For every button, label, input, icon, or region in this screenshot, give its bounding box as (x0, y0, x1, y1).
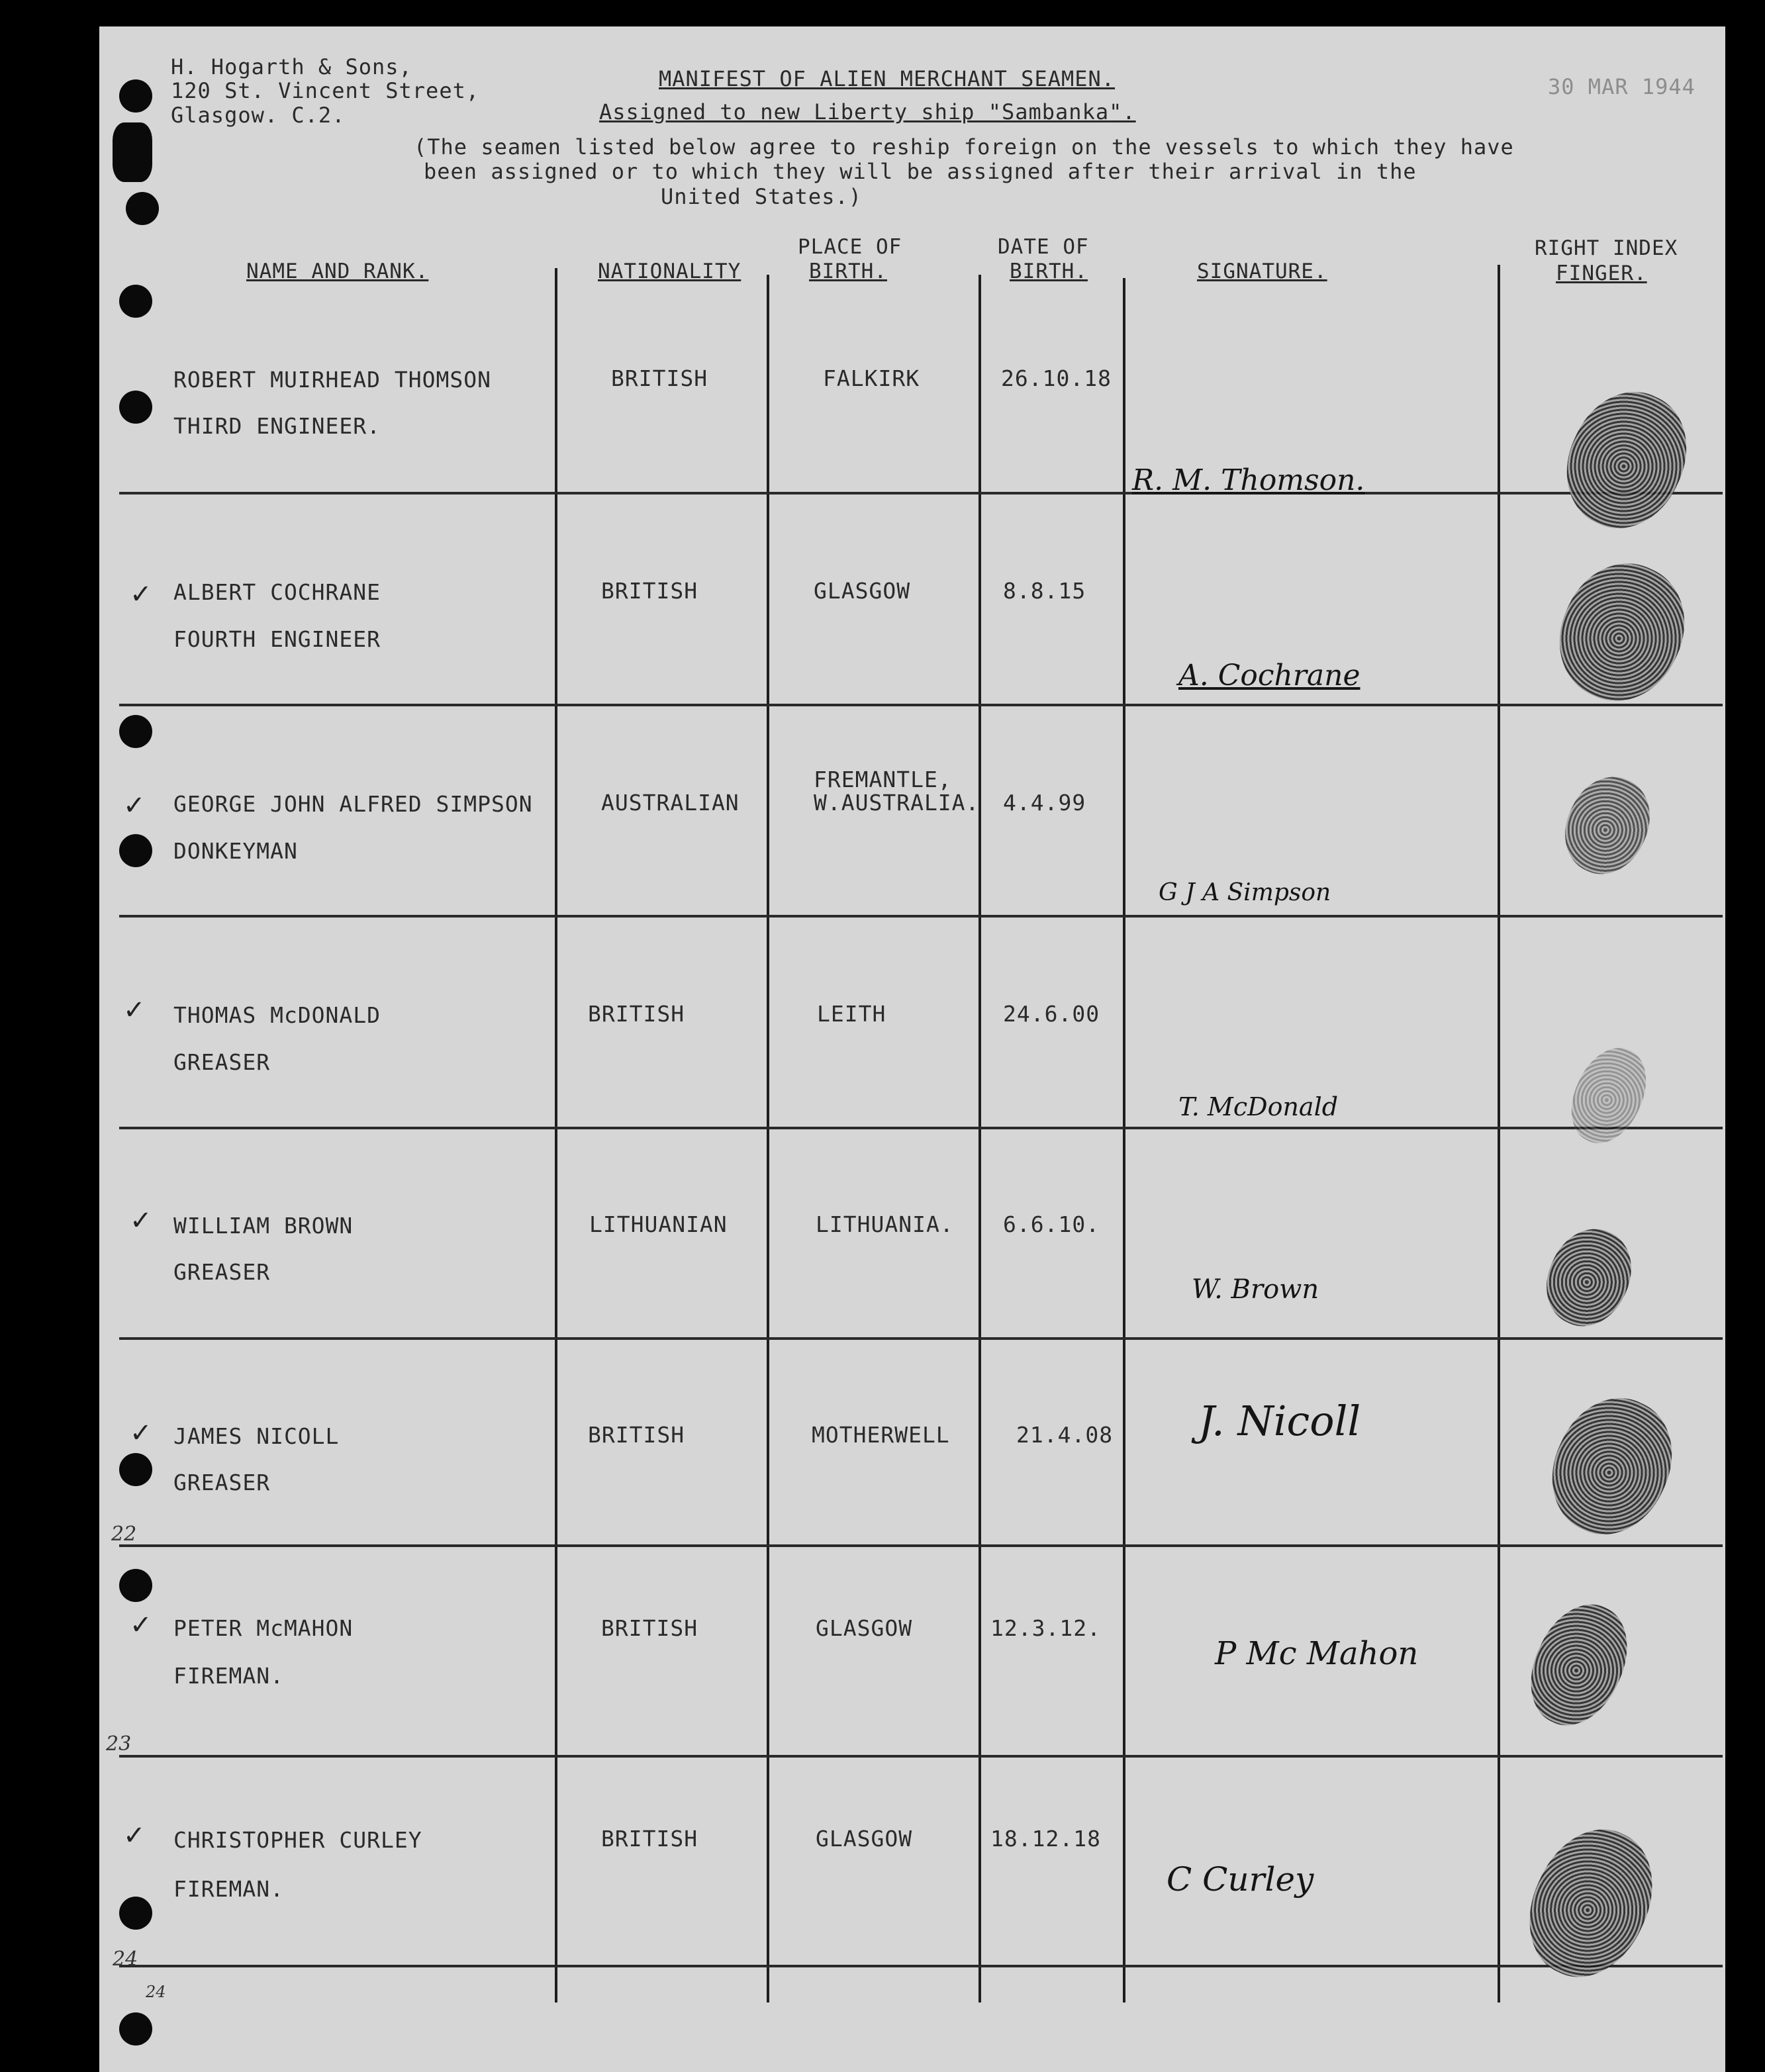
seaman-rank: FOURTH ENGINEER (173, 626, 381, 652)
seaman-rank: FIREMAN. (173, 1663, 284, 1689)
row-rule (119, 915, 1723, 918)
row-rule (119, 1337, 1723, 1340)
seaman-signature: R. M. Thomson. (1132, 463, 1365, 497)
check-mark: ✓ (130, 1418, 152, 1448)
seaman-nationality: LITHUANIAN (589, 1211, 728, 1237)
seaman-birthdate: 18.12.18 (990, 1826, 1101, 1852)
margin-number: 24 (146, 1983, 166, 2001)
margin-number: 23 (106, 1732, 132, 1756)
seaman-nationality: BRITISH (601, 1615, 698, 1641)
seaman-rank: GREASER (173, 1049, 271, 1075)
column-rule (978, 275, 981, 2002)
check-mark: ✓ (123, 1820, 146, 1851)
row-rule (119, 704, 1723, 706)
seaman-name: WILLIAM BROWN (173, 1213, 354, 1239)
punch-hole (119, 391, 152, 424)
column-rule (1123, 278, 1125, 2002)
punch-hole (113, 122, 152, 182)
check-mark: ✓ (123, 995, 146, 1025)
seaman-signature: J. Nicoll (1198, 1397, 1361, 1445)
punch-hole (119, 834, 152, 867)
punch-hole (119, 1897, 152, 1930)
seaman-name: PETER McMAHON (173, 1615, 354, 1641)
column-header-place-2: BIRTH. (809, 259, 887, 283)
row-rule (119, 1755, 1723, 1758)
seaman-name: ALBERT COCHRANE (173, 579, 381, 605)
seaman-signature: C Curley (1167, 1860, 1314, 1899)
seaman-nationality: AUSTRALIAN (601, 790, 739, 816)
check-mark: ✓ (130, 1610, 152, 1640)
seaman-name: JAMES NICOLL (173, 1423, 340, 1449)
agreement-note-line-3: United States.) (661, 184, 862, 209)
seaman-name: THOMAS McDONALD (173, 1002, 381, 1028)
column-header-signature: SIGNATURE. (1197, 259, 1327, 283)
seaman-name: ROBERT MUIRHEAD THOMSON (173, 367, 491, 393)
seaman-signature: A. Cochrane (1178, 659, 1360, 692)
column-rule (767, 275, 769, 2002)
seaman-signature: T. McDonald (1178, 1092, 1339, 1121)
punch-hole (119, 285, 152, 318)
margin-number: 22 (111, 1523, 137, 1546)
seaman-rank: GREASER (173, 1470, 271, 1495)
row-rule (119, 1965, 1723, 1967)
punch-hole (119, 79, 152, 113)
seaman-birthplace: MOTHERWELL (812, 1422, 950, 1448)
punch-hole (126, 192, 159, 225)
margin-number: 24 (113, 1948, 138, 1971)
row-rule (119, 1127, 1723, 1129)
seaman-birthplace: LITHUANIA. (816, 1211, 954, 1237)
check-mark: ✓ (130, 579, 152, 610)
seaman-nationality: BRITISH (588, 1422, 685, 1448)
agreement-note-line-1: (The seamen listed below agree to reship foreign on the vessels to which they have (414, 134, 1514, 160)
punch-hole (119, 1453, 152, 1486)
seaman-birthdate: 24.6.00 (1003, 1001, 1100, 1027)
punch-hole (119, 2012, 152, 2046)
seaman-birthdate: 8.8.15 (1003, 578, 1086, 604)
seaman-birthplace: GLASGOW (814, 578, 911, 604)
date-stamp: 30 MAR 1944 (1548, 74, 1695, 99)
column-rule (1498, 265, 1500, 2002)
seaman-birthdate: 6.6.10. (1003, 1211, 1100, 1237)
column-header-place-1: PLACE OF (798, 235, 902, 259)
seaman-birthdate: 26.10.18 (1001, 365, 1112, 391)
column-rule (555, 268, 557, 2002)
punch-hole (119, 715, 152, 748)
manifest-page (99, 26, 1725, 2072)
seaman-birthplace: FALKIRK (823, 365, 920, 391)
seaman-birthplace-line-2: W.AUSTRALIA. (814, 790, 980, 816)
seaman-birthplace-line-1: FREMANTLE, (814, 767, 952, 792)
seaman-birthplace: GLASGOW (816, 1615, 913, 1641)
seaman-birthplace: LEITH (817, 1001, 886, 1027)
row-rule (119, 1544, 1723, 1547)
column-header-finger-1: RIGHT INDEX (1535, 236, 1678, 260)
check-mark: ✓ (123, 790, 146, 821)
page-subtitle: Assigned to new Liberty ship "Sambanka". (599, 99, 1136, 124)
seaman-name: GEORGE JOHN ALFRED SIMPSON (173, 791, 533, 817)
sender-line-2: 120 St. Vincent Street, (171, 78, 480, 103)
seaman-signature: G J A Simpson (1159, 879, 1331, 906)
column-header-name: NAME AND RANK. (246, 259, 429, 283)
seaman-nationality: BRITISH (601, 578, 698, 604)
seaman-nationality: BRITISH (588, 1001, 685, 1027)
seaman-birthdate: 21.4.08 (1016, 1422, 1114, 1448)
punch-hole (119, 1569, 152, 1602)
seaman-birthdate: 4.4.99 (1003, 790, 1086, 816)
seaman-nationality: BRITISH (611, 365, 708, 391)
seaman-rank: DONKEYMAN (173, 838, 298, 864)
check-mark: ✓ (130, 1205, 152, 1236)
column-header-nationality: NATIONALITY (598, 259, 741, 283)
seaman-nationality: BRITISH (601, 1826, 698, 1852)
seaman-signature: P Mc Mahon (1215, 1635, 1419, 1672)
seaman-birthdate: 12.3.12. (990, 1615, 1101, 1641)
sender-line-1: H. Hogarth & Sons, (171, 54, 412, 79)
column-header-date-1: DATE OF (998, 235, 1089, 259)
row-rule (119, 492, 1723, 494)
column-header-finger-2: FINGER. (1556, 261, 1647, 285)
seaman-rank: FIREMAN. (173, 1876, 284, 1902)
agreement-note-line-2: been assigned or to which they will be assigned after their arrival in the (424, 159, 1417, 184)
seaman-name: CHRISTOPHER CURLEY (173, 1827, 422, 1853)
seaman-rank: THIRD ENGINEER. (173, 413, 381, 439)
sender-line-3: Glasgow. C.2. (171, 103, 346, 128)
column-header-date-2: BIRTH. (1010, 259, 1088, 283)
seaman-rank: GREASER (173, 1259, 271, 1285)
page-title: MANIFEST OF ALIEN MERCHANT SEAMEN. (659, 66, 1116, 91)
seaman-birthplace: GLASGOW (816, 1826, 913, 1852)
seaman-signature: W. Brown (1192, 1274, 1319, 1305)
